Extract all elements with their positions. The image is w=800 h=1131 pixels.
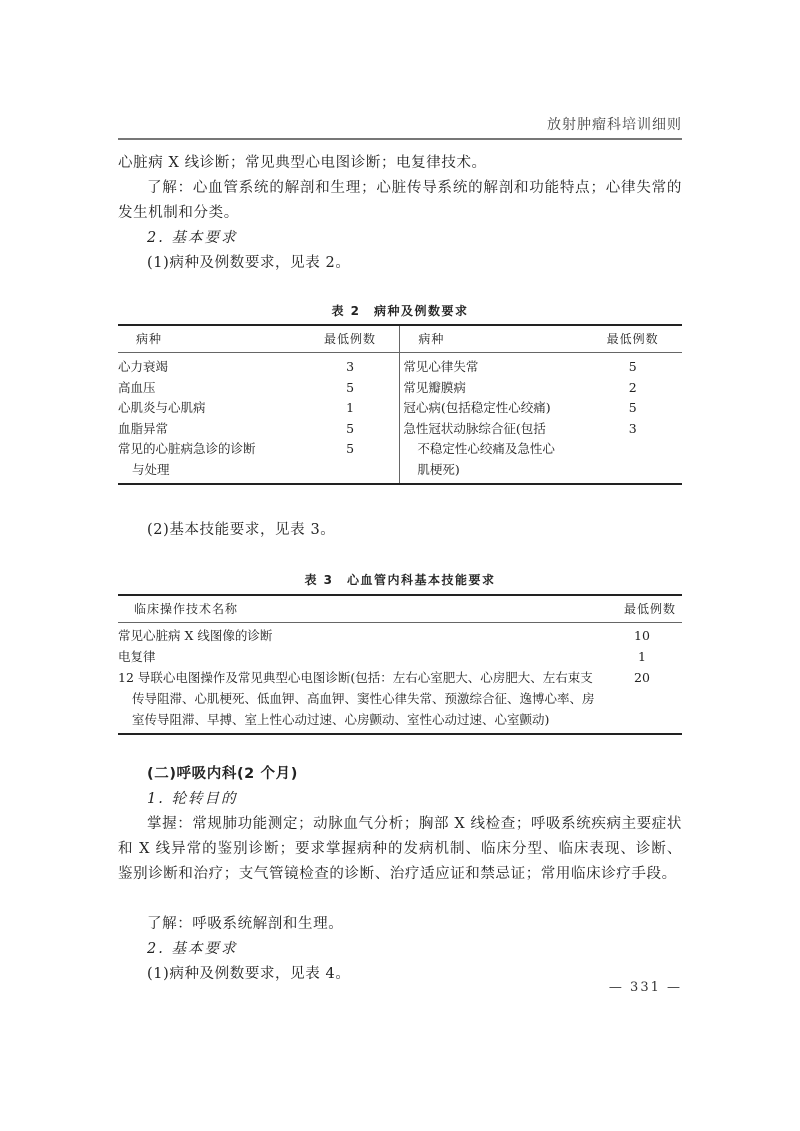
intro-understand: 了解：心血管系统的解剖和生理；心脏传导系统的解剖和功能特点；心律失常的发生机制和分类。 — [118, 180, 682, 221]
table-row — [118, 378, 682, 399]
skill-count: 20 — [634, 670, 650, 685]
table3-header-count: 最低例数 — [602, 595, 682, 623]
disease-name: 血脂异常 — [118, 420, 169, 436]
disease-count: 2 — [628, 379, 637, 395]
disease-count: 3 — [301, 353, 400, 378]
table-row — [118, 646, 682, 667]
disease-name-continued: 肌梗死) — [417, 461, 460, 477]
disease-count: 5 — [301, 378, 400, 399]
respiratory-master: 掌握：常规肺功能测定；动脉血气分析；胸部 X 线检查；呼吸系统疾病主要症状和 X 线异常的鉴别诊断；要求掌握病种的发病机制、临床分型、临床表现、诊断、鉴别诊断和治疗；支气管镜检查的诊断、治疗适应证和禁忌证；常用临床诊疗手段。 — [118, 816, 682, 882]
table3-skill-requirements — [118, 594, 682, 735]
skill-name: 电复律 — [118, 649, 156, 664]
disease-name: 常见瓣膜病 — [403, 379, 466, 395]
disease-name: 常见心律失常 — [403, 359, 479, 374]
section-heading-respiratory: (二)呼吸内科(2 个月) — [147, 766, 298, 782]
disease-count: 5 — [301, 439, 400, 460]
disease-name: 急性冠状动脉综合征(包括 — [403, 420, 546, 436]
table-row — [118, 623, 682, 647]
disease-name: 高血压 — [118, 379, 156, 395]
table-row — [118, 398, 682, 419]
table-row — [118, 667, 682, 734]
page-number: — 331 — — [608, 980, 682, 995]
table2-header-row — [118, 325, 682, 353]
table2-header-name-right: 病种 — [400, 325, 583, 353]
header-rule — [118, 138, 682, 140]
table2-header-count-right: 最低例数 — [583, 325, 682, 353]
disease-name-continued: 与处理 — [132, 461, 170, 477]
disease-name: 心力衰竭 — [118, 359, 169, 374]
disease-name-continued: 不稳定性心绞痛及急性心 — [417, 441, 555, 456]
table3-caption: 表 3 心血管内科基本技能要求 — [304, 573, 496, 587]
table2-caption: 表 2 病种及例数要求 — [331, 304, 469, 318]
table2-header-count-left: 最低例数 — [301, 325, 400, 353]
intro-line: 心脏病 X 线诊断；常见典型心电图诊断；电复律技术。 — [118, 155, 487, 171]
disease-count: 1 — [301, 398, 400, 419]
disease-name: 冠心病(包括稳定性心绞痛) — [403, 400, 551, 415]
skill-name: 12 导联心电图操作及常见典型心电图诊断(包括：左右心室肥大、心房肥大、左右束支传导阻滞、心肌梗死、低血钾、高血钾、窦性心律失常、预激综合征、逸博心率、房室传导阻滞、早搏、室上性心动过速、心房颤动、室性心动过速、心室颤动) — [118, 670, 595, 727]
table-row — [118, 460, 682, 485]
table3-header-name: 临床操作技术名称 — [118, 595, 602, 623]
disease-count — [301, 460, 400, 485]
disease-count — [583, 460, 682, 485]
table-row — [118, 439, 682, 460]
requirement-2: (2)基本技能要求，见表 3。 — [147, 522, 336, 538]
table-row — [118, 419, 682, 440]
disease-name: 心肌炎与心肌病 — [118, 400, 206, 415]
disease-name: 常见的心脏病急诊的诊断 — [118, 441, 256, 456]
skill-count: 10 — [634, 628, 650, 643]
table2-disease-requirements — [118, 324, 682, 485]
table2-header-name-left: 病种 — [118, 325, 301, 353]
disease-count: 5 — [301, 419, 400, 440]
rotation-goal-heading: 1. 轮转目的 — [147, 791, 238, 807]
table3-header-row — [118, 595, 682, 623]
disease-count: 5 — [628, 400, 637, 415]
skill-name: 常见心脏病 X 线图像的诊断 — [118, 628, 273, 643]
respiratory-requirement-1: (1)病种及例数要求，见表 4。 — [147, 966, 351, 982]
running-header-title: 放射肿瘤科培训细则 — [547, 117, 682, 133]
respiratory-understand: 了解：呼吸系统解剖和生理。 — [147, 916, 344, 932]
requirement-1: (1)病种及例数要求，见表 2。 — [147, 255, 351, 271]
disease-count — [583, 439, 682, 460]
basic-requirements-heading: 2. 基本要求 — [147, 230, 238, 246]
skill-count: 1 — [638, 649, 646, 664]
respiratory-basic-requirements-heading: 2. 基本要求 — [147, 941, 238, 957]
table-row — [118, 353, 682, 378]
disease-count: 5 — [628, 359, 637, 374]
disease-count: 3 — [628, 420, 637, 436]
